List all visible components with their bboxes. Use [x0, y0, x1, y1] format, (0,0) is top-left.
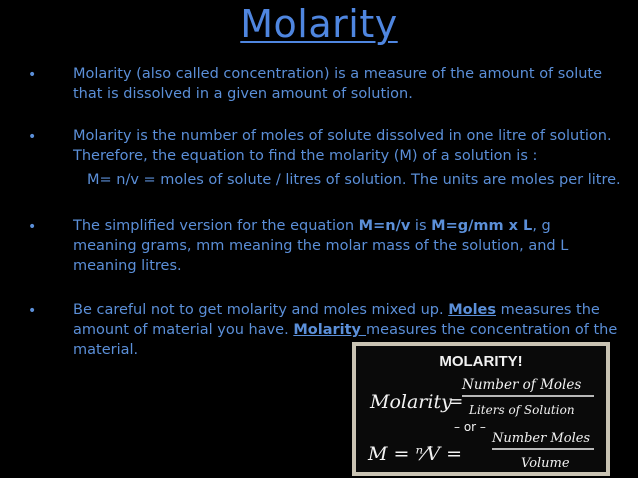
board-denominator-1: Liters of Solution	[469, 403, 575, 417]
paragraph-simplified-equation	[73, 216, 618, 276]
equation-line: M= n/v = moles of solute / litres of solution. The units are moles per litre.	[87, 172, 621, 188]
bullet-marker: •	[28, 219, 37, 235]
chalkboard-drawing	[356, 346, 606, 472]
paragraph-definition: Molarity (also called concentration) is a measure of the amount of solute that is dissolved in a given amount of solution.	[73, 66, 603, 102]
p3-text-a: The simplified version for the equation	[73, 218, 359, 234]
board-numerator-1: Number of Moles	[462, 377, 582, 393]
board-heading: MOLARITY!	[439, 353, 523, 370]
moles-link[interactable]: Moles	[448, 302, 497, 318]
slide-title: Molarity	[240, 2, 398, 46]
bullet-marker: •	[28, 129, 37, 145]
paragraph-moles-per-litre: Molarity is the number of moles of solute dissolved in one litre of solution. Therefore, the equation to find the molarity (M) of a solution is :	[73, 128, 612, 164]
bullet-marker: •	[28, 67, 37, 83]
board-equals: =	[449, 392, 464, 412]
board-lhs: Molarity	[370, 391, 452, 413]
p3-text-c: is	[410, 218, 432, 234]
molarity-link[interactable]: Molarity	[293, 322, 367, 338]
p3-text-d: , g meaning grams, mm meaning the molar mass of the solution, and L meaning litres.	[73, 218, 569, 274]
board-or: – or –	[454, 420, 486, 434]
p4-text-b: measures the amount of material you have.	[73, 302, 600, 338]
bullet-marker: •	[28, 303, 37, 319]
chalkboard-image	[352, 342, 610, 476]
board-denominator-2: Volume	[521, 456, 570, 471]
p4-text-a: Be careful not to get molarity and moles mixed up.	[73, 302, 449, 318]
board-lhs-2: M = ⁿ⁄V =	[368, 443, 463, 465]
equation-mnv: M=n/v	[358, 218, 411, 234]
board-numerator-2: Number Moles	[492, 431, 591, 446]
equation-mgmml: M=g/mm x L	[431, 218, 533, 234]
p4-text-c: measures the concentration of the material.	[73, 322, 618, 358]
